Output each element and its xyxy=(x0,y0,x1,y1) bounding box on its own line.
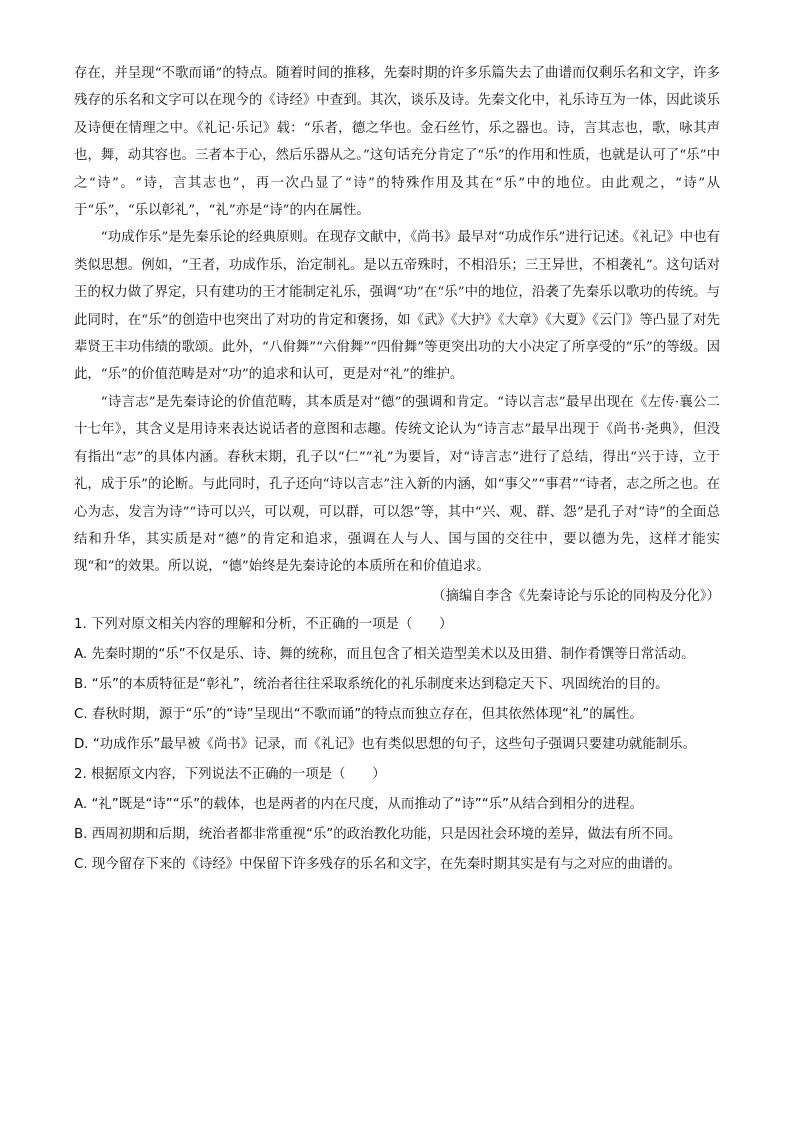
passage-paragraph-1: 存在，并呈现“不歌而诵”的特点。随着时间的推移，先秦时期的许多乐篇失去了曲谱而仅剩乐名和文字，许多残存的乐名和文字可以在现今的《诗经》中查到。其次，谈乐及诗。先秦文化中，礼乐诗互为一体，因此谈乐及诗便在情理之中。《礼记·乐记》载：“乐者，德之华也。金石丝竹，乐之器也。诗，言其志也，歌，咏其声也，舞，动其容也。三者本于心，然后乐器从之。”这句话充分肯定了“乐”的作用和性质，也就是认可了“乐”中之“诗”。“诗，言其志也”，再一次凸显了“诗”的特殊作用及其在“乐”中的地位。由此观之，“诗”从于“乐”，“乐以彰礼”，“礼”亦是“诗”的内在属性。 xyxy=(74,66,720,219)
question-1-option-b[interactable]: B. “乐”的本质特征是“彰礼”，统治者往往采取系统化的礼乐制度来达到稳定天下、巩固统治的目的。 xyxy=(74,677,669,693)
reading-passage xyxy=(74,60,720,610)
question-1-stem: 1. 下列对原文相关内容的理解和分析，不正确的一项是（ ） xyxy=(74,617,453,633)
passage-paragraph-2: “功成作乐”是先秦乐论的经典原则。在现存文献中，《尚书》最早对“功成作乐”进行记述。《礼记》中也有类似思想。例如，“王者，功成作乐，治定制礼。是以五帝殊时，不相沿乐；三王异世，不相袭礼”。这句话对王的权力做了界定，只有建功的王才能制定礼乐，强调“功”在“乐”中的地位，沿袭了先秦乐以歌功的传统。与此同时，在“乐”的创造中也突出了对功的肯定和褒扬，如《武》《大护》《大章》《大夏》《云门》等凸显了对先辈贤王丰功伟绩的歌颂。此外，“八佾舞”“六佾舞”“四佾舞”等更突出功的大小决定了所享受的“乐”的等级。因此，“乐”的价值范畴是对“功”的追求和认可，更是对“礼”的维护。 xyxy=(74,230,720,383)
passage-paragraph-3: “诗言志”是先秦诗论的价值范畴，其本质是对“德”的强调和肯定。“诗以言志”最早出现在《左传·襄公二十七年》，其含义是用诗来表达说话者的意图和志趣。传统文论认为“诗言志”最早出现于《尚书·尧典》，但没有指出“志”的具体内涵。春秋末期，孔子以“仁”“礼”为要旨，对“诗言志”进行了总结，得出“兴于诗，立于礼，成于乐”的论断。与此同时，孔子还向“诗以言志”注入新的内涵，如“事父”“事君”“诗者，志之所之也。在心为志，发言为诗”“诗可以兴，可以观，可以群，可以怨”等，其中“兴、观、群、怨”是孔子对“诗”的全面总结和升华，其实质是对“德”的肯定和追求，强调在人与人、国与国的交往中，要以德为先，这样才能实现“和”的效果。所以说，“德”始终是先秦诗论的本质所在和价值追求。 xyxy=(74,394,720,575)
question-2-stem: 2. 根据原文内容，下列说法不正确的一项是（ ） xyxy=(74,767,386,783)
question-1-option-a[interactable]: A. 先秦时期的“乐”不仅是乐、诗、舞的统称，而且包含了相关造型美术以及田猎、制作肴馔等日常活动。 xyxy=(74,647,695,663)
passage-source: （摘编自李含《先秦诗论与乐论的同构及分化》） xyxy=(432,588,720,604)
question-1-option-c[interactable]: C. 春秋时期，源于“乐”的“诗”呈现出“不歌而诵”的特点而独立存在，但其依然体现“礼”的属性。 xyxy=(74,707,643,723)
question-2-option-a[interactable]: A. “礼”既是“诗”“乐”的载体，也是两者的内在尺度，从而推动了“诗”“乐”从结合到相分的进程。 xyxy=(74,797,643,813)
question-2-option-b[interactable]: B. 西周初期和后期，统治者都非常重视“乐”的政治教化功能，只是因社会环境的差异，做法有所不同。 xyxy=(74,827,682,843)
question-2-option-c[interactable]: C. 现今留存下来的《诗经》中保留下许多残存的乐名和文字，在先秦时期其实是有与之对应的曲谱的。 xyxy=(74,857,682,873)
question-1-option-d[interactable]: D. “功成作乐”最早被《尚书》记录，而《礼记》也有类似思想的句子，这些句子强调只要建功就能制乐。 xyxy=(74,737,696,753)
question-2 xyxy=(74,760,720,880)
question-1 xyxy=(74,610,720,760)
